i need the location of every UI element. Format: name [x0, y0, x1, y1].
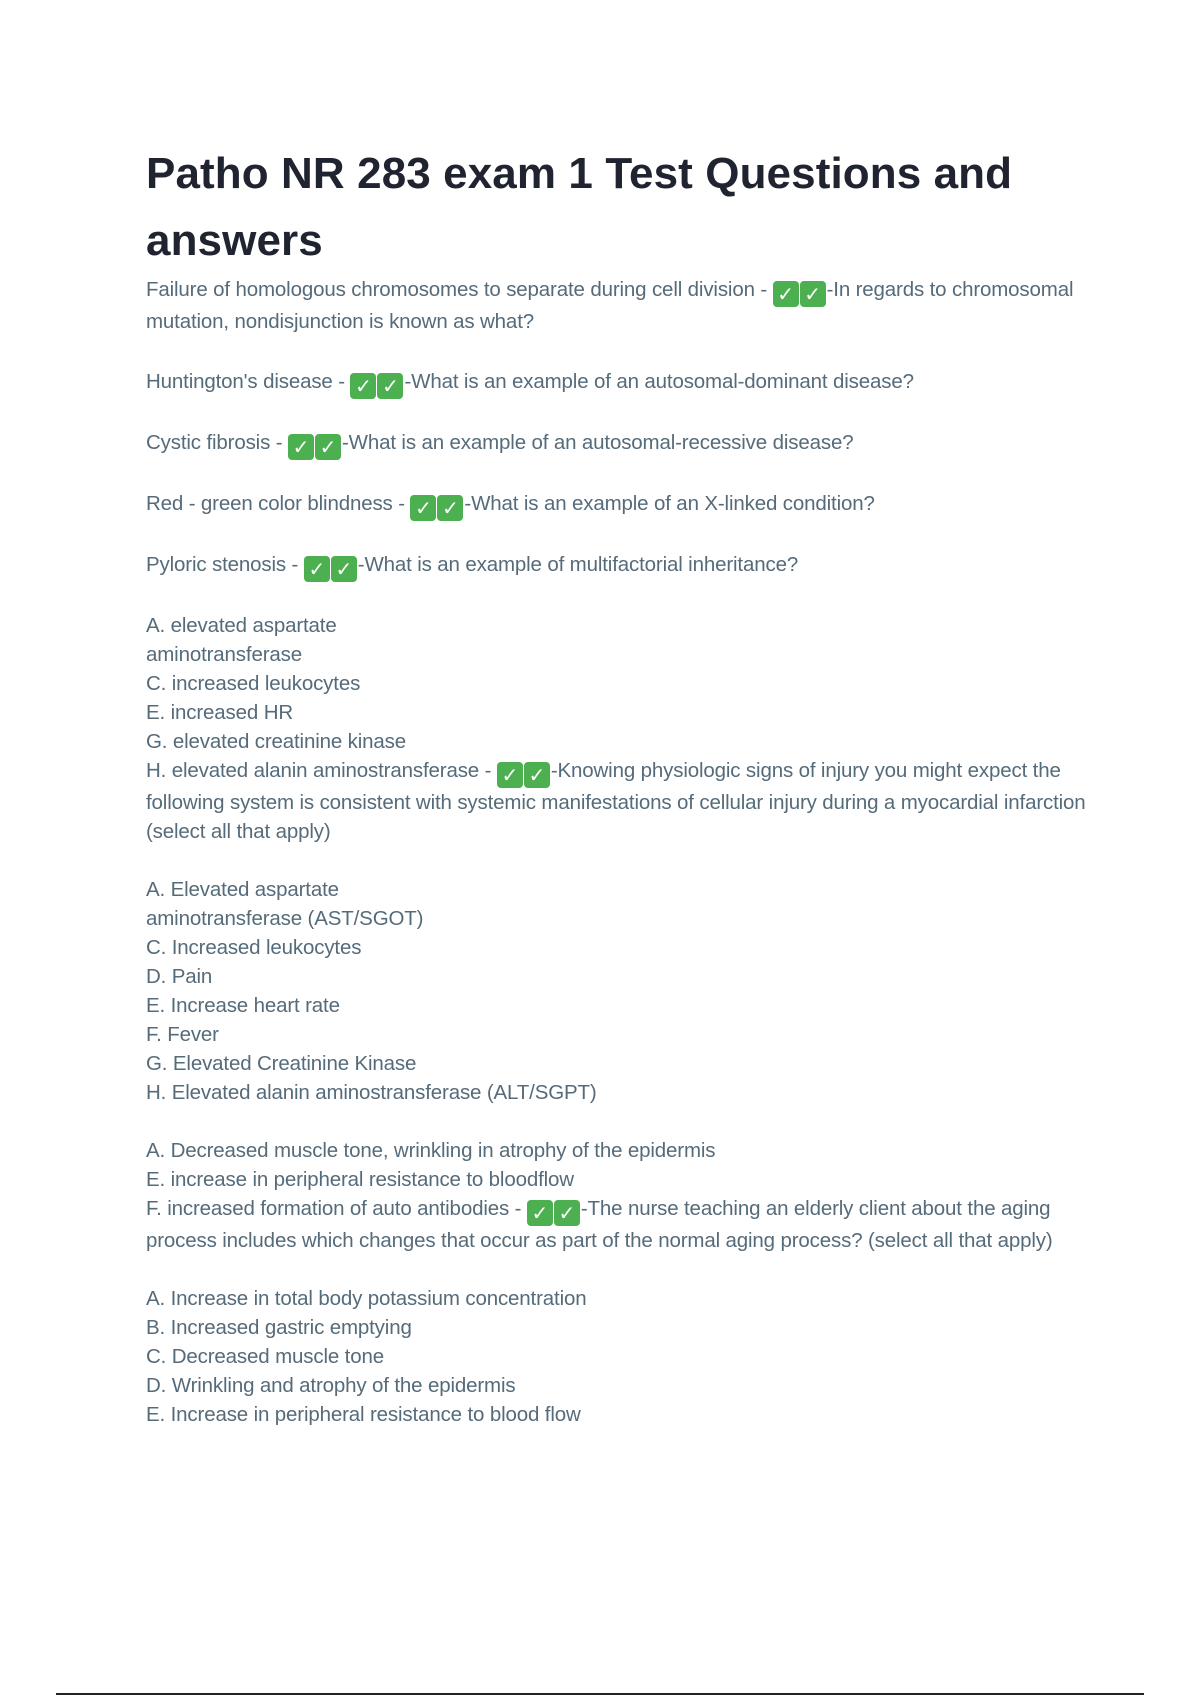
option-line: E. increased HR — [146, 701, 294, 724]
checkmark-icon: ✓ — [304, 556, 330, 582]
option-line: H. Elevated alanin aminostransferase (ALT/SGPT) — [146, 1081, 597, 1104]
question-text: -The nurse teaching an elderly client about the aging process includes which changes that occur as part of the normal aging process? (select all that apply) — [146, 1197, 1053, 1252]
option-line: A. Increase in total body potassium concentration — [146, 1287, 587, 1310]
option-line: B. Increased gastric emptying — [146, 1316, 412, 1339]
checkmark-icon: ✓ — [497, 762, 523, 788]
checkmark-icon: ✓ — [554, 1200, 580, 1226]
option-line: C. Decreased muscle tone — [146, 1345, 384, 1368]
document-page — [146, 140, 1086, 1429]
checkmark-icon: ✓ — [377, 373, 403, 399]
option-line: F. Fever — [146, 1023, 219, 1046]
checkmark-icon: ✓ — [350, 373, 376, 399]
question-text: -Knowing physiologic signs of injury you might expect the following system is consistent with systemic manifestations of cellular injury during a myocardial infarction (select all that apply) — [146, 759, 1086, 843]
qa-item — [146, 489, 1086, 521]
qa-item — [146, 875, 1086, 1107]
option-line: A. Elevated aspartate — [146, 878, 339, 901]
checkmark-icon: ✓ — [773, 281, 799, 307]
qa-item — [146, 367, 1086, 399]
question-text: -What is an example of an autosomal-recessive disease? — [341, 431, 854, 454]
option-line: G. elevated creatinine kinase — [146, 730, 407, 753]
option-line: E. Increase heart rate — [146, 994, 340, 1017]
qa-item — [146, 1284, 1086, 1429]
option-line: E. Increase in peripheral resistance to blood flow — [146, 1403, 581, 1426]
option-line: A. Decreased muscle tone, wrinkling in atrophy of the epidermis — [146, 1139, 716, 1162]
checkmark-icon: ✓ — [331, 556, 357, 582]
checkmark-icon: ✓ — [524, 762, 550, 788]
page-bottom-rule — [56, 1693, 1144, 1695]
option-line: E. increase in peripheral resistance to bloodflow — [146, 1168, 574, 1191]
option-line: D. Wrinkling and atrophy of the epidermis — [146, 1374, 516, 1397]
question-text: -What is an example of an X-linked condition? — [464, 492, 875, 515]
answer-text: Huntington's disease - — [146, 370, 351, 393]
qa-item — [146, 550, 1086, 582]
checkmark-icon: ✓ — [800, 281, 826, 307]
answer-text: Red - green color blindness - — [146, 492, 411, 515]
checkmark-icon: ✓ — [315, 434, 341, 460]
checkmark-icon: ✓ — [437, 495, 463, 521]
option-line: C. increased leukocytes — [146, 672, 361, 695]
option-line: D. Pain — [146, 965, 213, 988]
option-line: aminotransferase (AST/SGOT) — [146, 907, 424, 930]
answer-text: Pyloric stenosis - — [146, 553, 304, 576]
qa-item — [146, 1136, 1086, 1255]
qa-item — [146, 611, 1086, 846]
checkmark-icon: ✓ — [527, 1200, 553, 1226]
answer-text: H. elevated alanin aminostransferase - — [146, 759, 497, 782]
option-line: aminotransferase — [146, 643, 302, 666]
question-text: -What is an example of multifactorial inheritance? — [357, 553, 799, 576]
checkmark-icon: ✓ — [410, 495, 436, 521]
document-title: Patho NR 283 exam 1 Test Questions and answers — [146, 149, 1013, 265]
qa-item — [146, 428, 1086, 460]
qa-item — [146, 275, 1086, 336]
option-line: G. Elevated Creatinine Kinase — [146, 1052, 417, 1075]
option-line: A. elevated aspartate — [146, 614, 337, 637]
answer-text: Failure of homologous chromosomes to separate during cell division - — [146, 278, 773, 301]
option-line: C. Increased leukocytes — [146, 936, 362, 959]
answer-text: F. increased formation of auto antibodies - — [146, 1197, 527, 1220]
question-text: -In regards to chromosomal mutation, nondisjunction is known as what? — [146, 278, 1074, 333]
checkmark-icon: ✓ — [288, 434, 314, 460]
question-text: -What is an example of an autosomal-dominant disease? — [404, 370, 914, 393]
answer-text: Cystic fibrosis - — [146, 431, 288, 454]
